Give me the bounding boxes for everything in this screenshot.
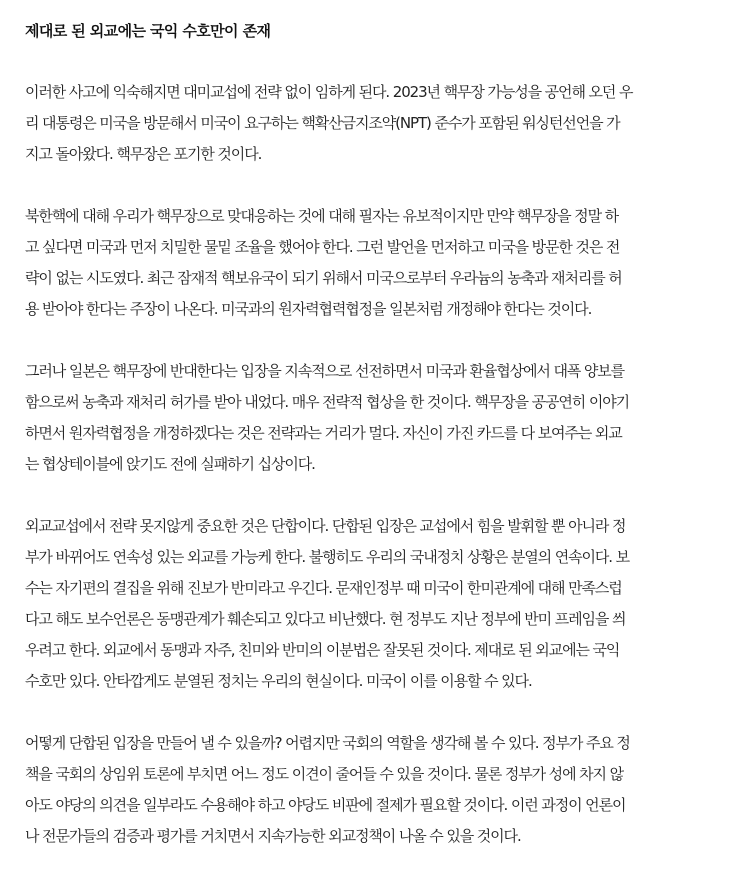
paragraph-line: 는 협상테이블에 앉기도 전에 실패하기 십상이다. [25,455,315,473]
paragraph-line: 용 받아야 한다는 주장이 나온다. 미국과의 원자력협력협정을 일본처럼 개정해야 한다는 것이다. [25,300,592,318]
paragraph-line: 수는 자기편의 결집을 위해 진보가 반미라고 우긴다. 문재인정부 때 미국이 한미관계에 대해 만족스럽 [25,579,622,597]
section-heading: 제대로 된 외교에는 국익 수호만이 존재 [25,22,271,40]
paragraph-line: 다고 해도 보수언론은 동맹관계가 훼손되고 있다고 비난했다. 현 정부도 지난 정부에 반미 프레임을 씌 [25,610,626,628]
paragraph-line: 책을 국회의 상임위 토론에 부치면 어느 정도 이견이 줄어들 수 있을 것이다. 물론 정부가 성에 차지 않 [25,765,623,783]
paragraph-line: 략이 없는 시도였다. 최근 잠재적 핵보유국이 되기 위해서 미국으로부터 우라늄의 농축과 재처리를 허 [25,269,622,287]
paragraph-line: 리 대통령은 미국을 방문해서 미국이 요구하는 핵확산금지조약(NPT) 준수가 포함된 워싱턴선언을 가 [25,114,620,132]
paragraph-line: 수호만 있다. 안타깝게도 분열된 정치는 우리의 현실이다. 미국이 이를 이용할 수 있다. [25,672,532,690]
paragraph-line: 함으로써 농축과 재처리 허가를 받아 내었다. 매우 전략적 협상을 한 것이다. 핵무장을 공공연히 이야기 [25,393,630,411]
paragraph-line: 부가 바뀌어도 연속성 있는 외교를 가능케 한다. 불행히도 우리의 국내정치 상황은 분열의 연속이다. 보 [25,548,630,566]
paragraph-line: 그러나 일본은 핵무장에 반대한다는 입장을 지속적으로 선전하면서 미국과 환율협상에서 대폭 양보를 [25,362,625,380]
paragraph-4 [25,511,709,697]
paragraph-line: 외교교섭에서 전략 못지않게 중요한 것은 단합이다. 단합된 입장은 교섭에서 힘을 발휘할 뿐 아니라 정 [25,517,626,535]
paragraph-line: 하면서 원자력협정을 개정하겠다는 것은 전략과는 거리가 멀다. 자신이 가진 카드를 다 보여주는 외교 [25,424,622,442]
paragraph-line: 나 전문가들의 검증과 평가를 거치면서 지속가능한 외교정책이 나올 수 있을 것이다. [25,827,521,845]
paragraph-2 [25,201,709,325]
paragraph-line: 지고 돌아왔다. 핵무장은 포기한 것이다. [25,145,262,163]
paragraph-line: 어떻게 단합된 입장을 만들어 낼 수 있을까? 어렵지만 국회의 역할을 생각해 볼 수 있다. 정부가 주요 정 [25,734,630,752]
paragraph-line: 고 싶다면 미국과 먼저 치밀한 물밑 조율을 했어야 한다. 그런 발언을 먼저하고 미국을 방문한 것은 전 [25,238,620,256]
paragraph-line: 이러한 사고에 익숙해지면 대미교섭에 전략 없이 임하게 된다. 2023년 핵무장 가능성을 공언해 오던 우 [25,83,633,101]
paragraph-line: 아도 야당의 의견을 일부라도 수용해야 하고 야당도 비판에 절제가 필요할 것이다. 이런 과정이 언론이 [25,796,626,814]
paragraph-3 [25,356,709,480]
paragraph-line: 우려고 한다. 외교에서 동맹과 자주, 친미와 반미의 이분법은 잘못된 것이다. 제대로 된 외교에는 국익 [25,641,620,659]
paragraph-1 [25,77,709,170]
paragraph-line: 북한핵에 대해 우리가 핵무장으로 맞대응하는 것에 대해 필자는 유보적이지만 만약 핵무장을 정말 하 [25,207,619,225]
paragraph-5 [25,728,709,852]
